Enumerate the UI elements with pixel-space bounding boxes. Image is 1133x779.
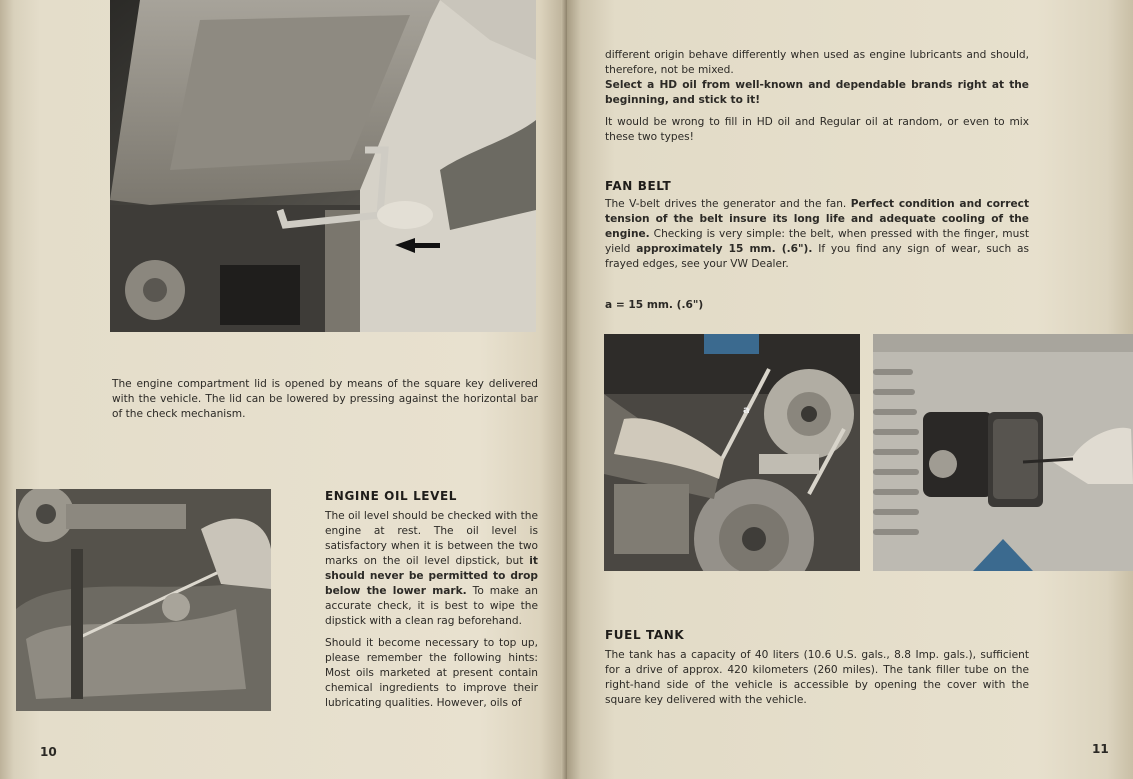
engine-oil-text-2: To make an accurate check, it is best to wipe the dipstick with a clean rag beforehand. — [325, 585, 538, 627]
dipstick-illustration — [16, 489, 271, 711]
engine-oil-body — [325, 509, 538, 718]
engine-lid-illustration — [110, 0, 536, 332]
fan-belt-illustration — [604, 334, 860, 571]
belt-label-text: a = 15 mm. (.6") — [605, 299, 704, 311]
oil-continued — [605, 48, 1029, 152]
belt-label — [605, 298, 703, 313]
right-page — [567, 0, 1133, 779]
fan-belt-text-2: Checking is very simple: the belt, when pressed with the finger, must yield — [605, 228, 1029, 255]
select-oil-text — [605, 78, 1029, 108]
page-number-left: 10 — [40, 745, 57, 759]
dipstick-photo — [16, 489, 271, 711]
fan-belt-body — [605, 197, 1029, 272]
fan-belt-heading: FAN BELT — [605, 179, 672, 193]
wrong-fill-text: It would be wrong to fill in HD oil and Regular oil at random, or even to mix these two types! — [605, 116, 1029, 143]
engine-oil-paragraph-2: Should it become necessary to top up, please remember the following hints: Most oils marketed at present contain chemical ingredients to improve their lubricating qualities. However, oils of — [325, 637, 538, 709]
label-a: a — [743, 405, 750, 416]
fuel-tank-heading: FUEL TANK — [605, 628, 685, 642]
select-oil-bold: Select a HD oil from well-known and dependable brands right at the beginning, and stick to it! — [605, 79, 1029, 106]
fan-belt-bold-1: Perfect condition and correct tension of the belt insure its long life and adequate cooling of the engine. — [605, 198, 1030, 240]
fan-belt-bold-2: approximately 15 mm. (.6"). — [636, 243, 813, 255]
engine-oil-text-1: The oil level should be checked with the engine at rest. The oil level is satisfactory when it is between the two marks on the oil level dipstick, but — [325, 510, 538, 567]
fuel-tank-photo — [873, 334, 1133, 571]
fan-belt-photo — [604, 334, 860, 571]
fan-belt-text-3: If you find any sign of wear, such as frayed edges, see your VW Dealer. — [605, 243, 1029, 270]
fuel-tank-illustration — [873, 334, 1133, 571]
oil-continued-text: different origin behave differently when used as engine lubricants and should, therefore, not be mixed. — [605, 49, 1029, 76]
engine-oil-warning: it should never be permitted to drop below the lower mark. — [325, 555, 538, 597]
engine-oil-paragraph-1 — [325, 509, 538, 629]
fan-belt-text-1: The V-belt drives the generator and the fan. — [605, 198, 851, 210]
engine-lid-photo — [110, 0, 536, 332]
lid-caption: The engine compartment lid is opened by means of the square key delivered with the vehicle. The lid can be lowered by pressing against the horizontal bar of the check mechanism. — [112, 378, 538, 420]
page-number-right: 11 — [1092, 742, 1109, 756]
engine-oil-heading: ENGINE OIL LEVEL — [325, 489, 458, 503]
fuel-tank-body: The tank has a capacity of 40 liters (10.6 U.S. gals., 8.8 Imp. gals.), sufficient for a drive of approx. 420 kilometers (260 miles). The tank filler tube on the right-hand side of the vehicle is accessible by opening the cover with the square key delivered with the vehicle. — [605, 649, 1029, 706]
